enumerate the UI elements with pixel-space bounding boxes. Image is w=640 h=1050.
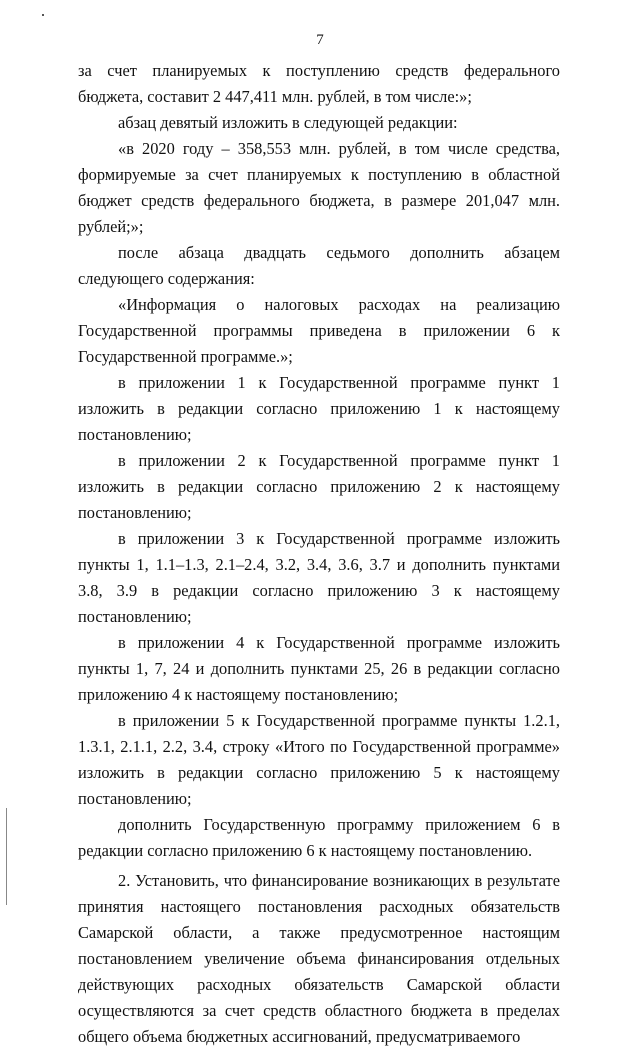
paragraph-quote: «в 2020 году – 358,553 млн. рублей, в том числе средства, формируемые за счет планируемых к поступлению в областной бюджет средств федерального бюджета, в размере 201,047 млн. рублей;»; [78, 139, 560, 236]
paragraph-quote: «Информация о налоговых расходах на реализацию Государственной программы приведена в приложении 6 к Государственной программе.»; [78, 295, 560, 366]
paragraph-continuation: за счет планируемых к поступлению средств федерального бюджета, составит 2 447,411 млн. рублей, в том числе:»; [78, 61, 560, 106]
paragraph-appendix-3: в приложении 3 к Государственной программе изложить пункты 1, 1.1–1.3, 2.1–2.4, 3.2, 3.4, 3.6, 3.7 и дополнить пунктами 3.8, 3.9 в редакции согласно приложению 3 к настоящему постановлению; [78, 529, 560, 626]
paragraph-appendix-5: в приложении 5 к Государственной программе пункты 1.2.1, 1.3.1, 2.1.1, 2.2, 3.4, строку «Итого по Государственной программе» изложить в редакции согласно приложению 5 к настоящему постановлению; [78, 711, 560, 808]
document-body [78, 58, 560, 1050]
paragraph-appendix-4: в приложении 4 к Государственной программе изложить пункты 1, 7, 24 и дополнить пунктами 25, 26 в редакции согласно приложению 4 к настоящему постановлению; [78, 633, 560, 704]
paragraph-appendix-2: в приложении 2 к Государственной программе пункт 1 изложить в редакции согласно приложению 2 к настоящему постановлению; [78, 451, 560, 522]
paragraph-instruction: после абзаца двадцать седьмого дополнить абзацем следующего содержания: [78, 243, 560, 288]
paragraph-appendix-1: в приложении 1 к Государственной программе пункт 1 изложить в редакции согласно приложению 1 к настоящему постановлению; [78, 373, 560, 444]
scan-speck [42, 14, 44, 16]
page-number: 7 [316, 32, 324, 48]
paragraph-appendix-6: дополнить Государственную программу приложением 6 в редакции согласно приложению 6 к настоящему постановлению. [78, 815, 560, 860]
paragraph-instruction: абзац девятый изложить в следующей редакции: [118, 113, 458, 132]
paragraph-item-2: 2. Установить, что финансирование возникающих в результате принятия настоящего постановления расходных обязательств Самарской области, а также предусмотренное настоящим постановлением увеличение объема финансирования отдельных действующих расходных обязательств Самарской области осуществляются за счет средств областного бюджета в пределах общего объема бюджетных ассигнований, предусматриваемого [78, 871, 560, 1046]
scan-edge-line [6, 808, 7, 905]
